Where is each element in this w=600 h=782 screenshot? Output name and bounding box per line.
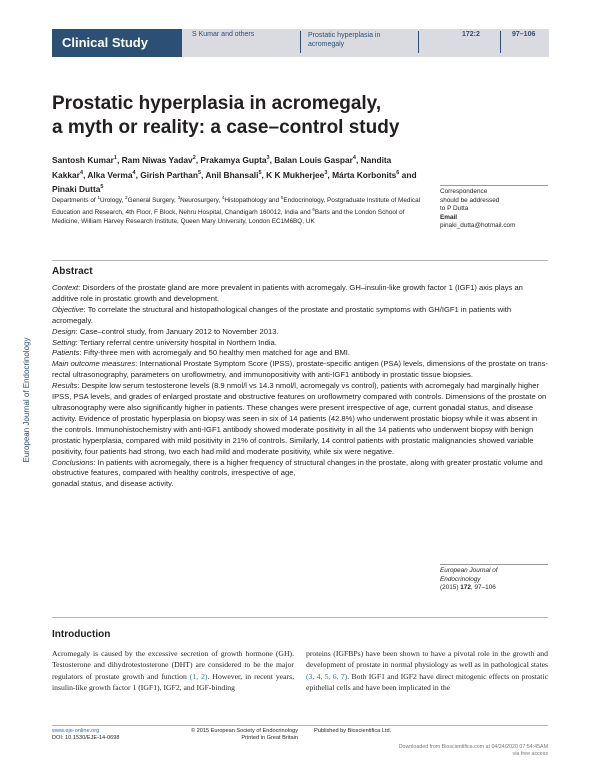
abstract-design: Design: Case–control study, from January 2012 to November 2013. <box>52 326 279 336</box>
footer-center: © 2015 European Society of Endocrinology Printed in Great Britain <box>190 728 298 741</box>
intro-column-right: proteins (IGFBPs) have been shown to have a pivotal role in the growth and development of prostate in normal physiology as well as in pathological states (3, 4, 5, 6, 7). Both IGF1 and IGF2 have direct mitogenic effects on prostatic epithelial cells and have been implicated in the <box>306 649 548 692</box>
author: Balan Louis Gaspar$^4$, <box>274 154 361 165</box>
journal-url[interactable]: www.eje-online.org <box>52 728 100 734</box>
author: Santosh Kumar$^1$, <box>52 154 122 165</box>
author: Ram Niwas Yadav$^2$, <box>121 154 201 165</box>
author: Anil Bhansali$^5$, <box>205 169 267 180</box>
author: Prakamya Gupta$^3$, <box>200 154 275 165</box>
divider <box>52 617 548 618</box>
introduction-heading: Introduction <box>52 629 111 640</box>
abstract-context: Context: Disorders of the prostate gland are more prevalent in patients with acromegaly. GH–insulin-like growth factor 1 (IGF1) axis plays an additive role in prostatic growth and development. <box>52 283 523 303</box>
abstract-results: Results: Despite low serum testosterone levels (8.9 nmol/l vs 14.3 nmol/l, acromegaly vs control), patients with acromegaly had marginally higher IPSS, PSA levels, and grades of enlarged prostate and obstructive features on uroflowmetry compared with controls. Dimensions of the prostate on ultrasonography were also significantly higher in patients. These changes were present irrespective of age, current gonadal status, and disease activity. Evidence of prostatic hyperplasia on biopsy was seen in six of 14 patients (42.8%) who underwent prostatic biopsy while it was absent in the controls. Immunohistochemistry with anti-IGF1 antibody showed moderate positivity in all the 14 patients who underwent biopsy with benign prostatic hyperplasia, compared with mild positivity in 21% of controls. Similarly, 14 control patients with prostatic malignancies showed variable positivity, four patients had strong, two each had mild and moderate positivity, while six were negative. <box>52 381 547 456</box>
doi: DOI: 10.1530/EJE-14-0698 <box>52 735 120 741</box>
reference-link[interactable]: (1, 2) <box>189 671 208 681</box>
header-divider <box>300 31 301 53</box>
footer-left <box>52 728 119 742</box>
download-notice: Downloaded from Bioscientifica.com at 04/24/2020 07:54:45AM via free access <box>398 744 548 757</box>
author-list <box>52 152 422 196</box>
correspondence-email[interactable]: pinaki_dutta@hotmail.com <box>440 222 516 229</box>
volume-issue: 172:2 <box>462 31 480 38</box>
header-divider <box>418 31 419 53</box>
author: Nandita Kakkar$^4$, <box>52 154 392 180</box>
abstract-outcome: Main outcome measures: International Prostate Symptom Score (IPSS), prostate-specific antigen (PSA) levels, dimensions of the prostate on trans-rectal ultrasonography, parameters on uroflowmetry, and immunopositivity with anti-IGF1 antibody in prostatic tissue biopsies. <box>52 359 548 380</box>
article-title <box>52 92 482 140</box>
author: Pinaki Dutta$^5$ <box>52 184 104 195</box>
section-badge: Clinical Study <box>52 29 182 57</box>
author: Alka Verma$^4$, <box>87 169 141 180</box>
running-title: Prostatic hyperplasia in acromegaly <box>308 32 381 48</box>
reference-link[interactable]: (3, 4, 5, 6, 7) <box>306 671 348 681</box>
title-line-2: a myth or reality: a case–control study <box>52 117 400 138</box>
abstract-conclusions: Conclusions: In patients with acromegaly, there is a higher frequency of structural changes in the prostate, along with greater prostatic volume and obstructive features, compared with healthy controls, irrespective of age, gonadal status, and disease activity. <box>52 457 543 489</box>
footer-publisher: Published by Bioscientifica Ltd. <box>314 728 392 734</box>
affiliations: Departments of $^1$Urology, $^2$General Surgery, $^3$Neurosurgery, $^4$Histopathology and $^5$Endocrinology, Postgraduate Institute of Medical Education and Research, 4th Floor, F Block, Nehru Hospital, Chandigarh 160012, India and $^6$Barts and the London School of Medicine, William Harvey Research Institute, Queen Mary University, London EC1M6BQ, UK <box>52 195 421 225</box>
abstract-setting: Setting: Tertiary referral centre university hospital in Northern India. <box>52 337 277 347</box>
abstract-objective: Objective: To correlate the structural and histopathological changes of the prostate and prostatic symptoms with GH/IGF1 in patients with acromegaly. <box>52 304 512 325</box>
abstract-patients: Patients: Fifty-three men with acromegaly and 50 healthy men matched for age and BMI. <box>52 348 351 358</box>
title-line-1: Prostatic hyperplasia in acromegaly, <box>52 93 382 114</box>
author: K K Mukherjee$^3$, <box>266 169 333 180</box>
abstract-body <box>52 283 548 490</box>
correspondence-box: Correspondence should be addressed to P Dutta Email pinaki_dutta@hotmail.com <box>440 185 548 231</box>
author: Márta Korbonits$^6$ and <box>332 169 417 180</box>
footer-divider <box>52 725 548 726</box>
header-divider <box>500 31 501 53</box>
author: Girish Parthan$^5$, <box>140 169 206 180</box>
citation-box: European Journal of Endocrinology (2015) 172, 97–106 <box>440 564 548 593</box>
running-author: S Kumar and others <box>192 31 255 38</box>
intro-column-left: Acromegaly is caused by the excessive secretion of growth hormone (GH). Testosterone and dihydrotestosterone (DHT) are considered to be the major regulators of prostate growth and function (1, 2). However, in recent years, insulin-like growth factor 1 (IGF1), IGF2, and IGF-binding <box>52 649 294 692</box>
page-range: 97–106 <box>512 31 536 38</box>
sidebar-journal-name: European Journal of Endocrinology <box>22 337 31 463</box>
abstract-heading: Abstract <box>52 266 93 277</box>
divider <box>52 260 548 261</box>
